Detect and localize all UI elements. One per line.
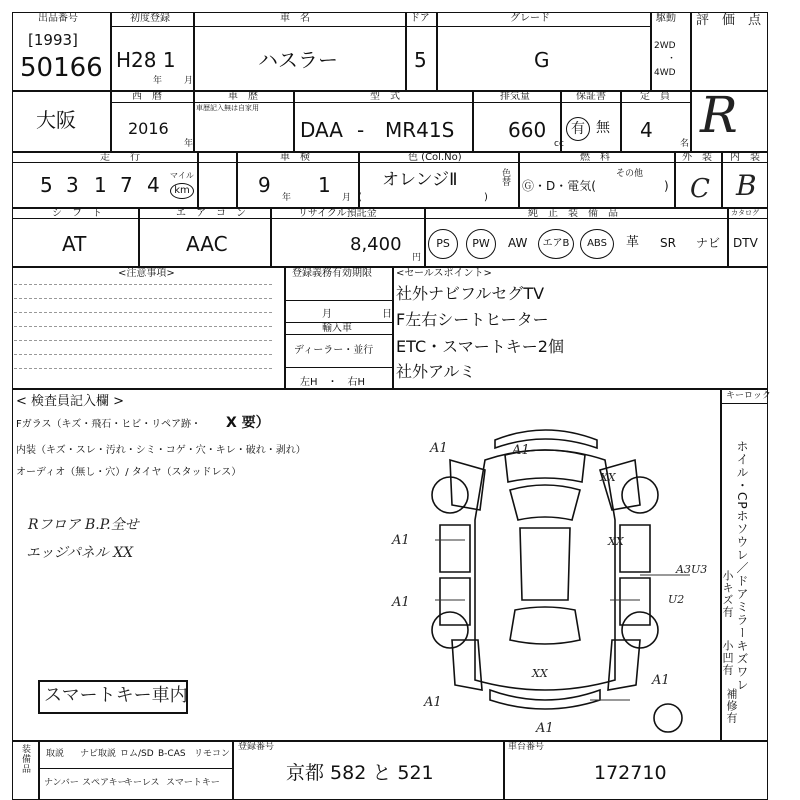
rule <box>650 12 652 90</box>
sales-label: <セールスポイント> <box>396 268 492 279</box>
rule <box>197 151 199 207</box>
mileage-digit: 7 <box>120 173 133 197</box>
rule <box>721 151 723 207</box>
equip-leather: 革 <box>626 235 640 250</box>
rule <box>232 740 234 800</box>
color-paren-close: ) <box>484 192 488 203</box>
rule <box>38 740 40 800</box>
chassis-label: 車台番号 <box>508 742 545 752</box>
damage-mark: A1 <box>424 695 442 710</box>
steer-label: 左H ・ 右H <box>300 377 366 388</box>
color-paren-open: ( <box>358 192 362 203</box>
equip-ps: PS <box>428 229 458 259</box>
bottom-opt: ナビ取説 <box>80 749 117 759</box>
cc-unit: cc <box>554 139 564 149</box>
interior-value: B <box>736 169 757 202</box>
bottom-opt: ロム/SD <box>120 749 154 759</box>
rule <box>284 367 392 368</box>
bottom-opt: ナンバー <box>44 778 79 788</box>
exterior-label: 外 装 <box>682 152 712 163</box>
rule <box>12 218 768 219</box>
rule <box>110 26 650 27</box>
rule <box>38 768 232 769</box>
mileage-digit: 4 <box>147 173 160 197</box>
rule <box>392 266 394 388</box>
glass-mark: X 要） <box>226 415 270 431</box>
bottom-opt: 取説 <box>46 749 65 759</box>
grade-value: G <box>534 48 550 72</box>
bottom-side-label: 装備品 <box>20 744 30 774</box>
equip-airbag: エアB <box>538 229 574 259</box>
first-reg-value: H28 1 <box>116 48 176 72</box>
side-note-2: 小キズ有 <box>721 570 734 618</box>
region-value: 大阪 <box>36 108 76 132</box>
mileage-digit: 5 <box>40 173 53 197</box>
hand-note-1: Rフロア B.P.全せ <box>28 517 139 533</box>
side-note: ホイル・CPホソウレ／ドアミラーキズワレ <box>735 440 749 692</box>
displacement-value: 660 <box>508 118 547 142</box>
plate-value: 京都 582 と 521 <box>286 762 434 784</box>
sales-point: 社外アルミ <box>396 362 476 381</box>
drive-dot: ・ <box>667 54 677 64</box>
equip-sr: SR <box>660 236 676 250</box>
first-reg-month-unit: 月 <box>184 76 194 86</box>
first-reg-year-unit: 年 <box>153 76 163 86</box>
shift-label: シ フ ト <box>52 208 102 219</box>
bottom-opt: スマートキー <box>166 778 220 788</box>
notes-label: <注意事項> <box>118 268 175 279</box>
fuel-close: ) <box>664 179 669 193</box>
rule <box>12 388 768 390</box>
damage-mark: A1 <box>536 721 554 736</box>
bottom-opt: スペアキー <box>82 778 127 788</box>
mileage-mile: マイル <box>170 171 194 180</box>
sales-point: 社外ナビフルセグTV <box>396 284 545 303</box>
rule <box>110 12 112 151</box>
rule <box>503 740 505 800</box>
fuel-options: Ⓖ・D・電気( <box>522 179 596 193</box>
equip-pw: PW <box>466 229 496 259</box>
rule <box>284 300 392 301</box>
rule <box>138 207 140 266</box>
color-value: オレンジⅡ <box>382 170 458 190</box>
rule <box>720 403 768 404</box>
year-ref: [1993] <box>28 31 78 49</box>
rule <box>518 151 520 207</box>
warranty-no: 無 <box>596 120 610 136</box>
hand-note-2: エッジパネル XX <box>26 545 134 561</box>
type-dash: - <box>357 118 365 142</box>
rule <box>12 207 768 209</box>
lot-label: 出品番号 <box>38 13 78 24</box>
smart-key-note: スマートキー車内 <box>44 685 188 706</box>
first-reg-label: 初度登録 <box>130 13 170 24</box>
side-note-3: 小凹有 <box>721 640 734 676</box>
catalog-label: カタログ <box>731 209 759 217</box>
inspection-month: 1 <box>318 173 331 197</box>
warranty-label: 保証書 <box>576 91 606 102</box>
yen-unit: 円 <box>412 253 422 263</box>
glass-line: Fガラス（キズ・飛石・ヒビ・リペア跡・ <box>16 419 202 430</box>
type-prefix: DAA <box>300 118 343 142</box>
model-name: ハスラー <box>258 48 338 72</box>
damage-mark: XX <box>608 535 624 548</box>
chassis-value: 172710 <box>594 762 667 784</box>
type-label: 型 式 <box>370 91 400 102</box>
western-year-label: 西 暦 <box>132 91 162 102</box>
color-label: 色 (Col.No) <box>408 152 462 163</box>
shift-value: AT <box>62 232 87 256</box>
equip-dtv: DTV <box>733 236 758 250</box>
door-label: ドア <box>410 13 430 24</box>
rule <box>674 151 676 207</box>
audio-line: オーディオ（無し・穴）/ タイヤ（スタッドレス） <box>16 467 242 478</box>
recycle-label: リサイクル預託金 <box>298 208 377 219</box>
equip-abs: ABS <box>580 229 614 259</box>
damage-mark: XX <box>600 471 616 484</box>
inspection-year-unit: 年 <box>282 193 292 203</box>
side-note-4: 補修有 <box>725 688 738 724</box>
mileage-digit: 1 <box>94 173 107 197</box>
aircon-value: AAC <box>186 232 228 256</box>
capacity-unit: 名 <box>680 139 690 149</box>
drive-2wd: 2WD <box>654 41 676 51</box>
damage-mark: A1 <box>392 533 410 548</box>
warranty-yes: 有 <box>566 117 590 141</box>
history-note: 車歴記入無は自家用 <box>196 104 259 112</box>
rule <box>110 102 690 103</box>
keylock-label: キーロック <box>726 391 771 401</box>
inspection-label: 車 検 <box>280 152 310 163</box>
drive-label: 駆動 <box>656 13 676 24</box>
damage-mark: A1 <box>430 441 448 456</box>
rule <box>405 12 407 90</box>
exterior-value: C <box>690 174 710 204</box>
rule <box>424 207 426 266</box>
rule <box>620 90 622 151</box>
bottom-opt: キーレス <box>124 778 160 788</box>
damage-mark: A1 <box>392 595 410 610</box>
mileage-label: 走 行 <box>100 152 140 163</box>
sales-point: ETC・スマートキー2個 <box>396 337 564 356</box>
score-value: R <box>700 86 738 144</box>
rule <box>293 90 295 151</box>
inspection-year: 9 <box>258 173 271 197</box>
equip-aw: AW <box>508 236 528 250</box>
rule <box>284 334 392 335</box>
import-label: 輸入車 <box>322 323 352 334</box>
damage-mark: A1 <box>512 443 530 458</box>
rule <box>720 388 722 740</box>
capacity-value: 4 <box>640 118 653 142</box>
damage-mark: XX <box>532 667 548 680</box>
type-value: MR41S <box>385 118 455 142</box>
model-name-label: 車 名 <box>280 13 310 24</box>
notes-line <box>14 326 272 327</box>
mileage-km: km <box>170 183 194 199</box>
rule <box>236 151 238 207</box>
reg-month: 月 <box>322 309 332 320</box>
color-change-label: 色替 <box>500 168 510 186</box>
rule <box>193 90 195 151</box>
notes-line <box>14 354 272 355</box>
year-unit: 年 <box>184 139 194 149</box>
rule <box>270 207 272 266</box>
notes-line <box>14 284 272 285</box>
drive-4wd: 4WD <box>654 68 676 78</box>
plate-label: 登録番号 <box>238 742 275 752</box>
rule <box>727 207 729 266</box>
notes-line <box>14 340 272 341</box>
recycle-value: 8,400 <box>350 234 402 255</box>
door-value: 5 <box>414 48 427 72</box>
reg-day: 日 <box>382 309 392 320</box>
lot-number: 50166 <box>20 53 103 83</box>
damage-mark: A3U3 <box>676 563 708 576</box>
fuel-label: 燃 料 <box>580 152 610 163</box>
sales-point: F左右シートヒーター <box>396 310 549 329</box>
interior-label: 内 装 <box>730 152 760 163</box>
damage-mark: U2 <box>668 593 685 606</box>
notes-line <box>14 312 272 313</box>
mileage-digit: 3 <box>66 173 79 197</box>
history-label: 車 歴 <box>228 91 258 102</box>
equip-label: 純 正 装 備 品 <box>528 208 618 219</box>
grade-label: グレード <box>510 13 550 24</box>
bottom-opt: B-CAS <box>158 749 186 759</box>
dealer-label: ディーラー・並行 <box>294 345 374 356</box>
rule <box>12 740 768 742</box>
fuel-other: その他 <box>616 169 644 179</box>
rule <box>690 12 692 151</box>
rule <box>193 12 195 90</box>
interior-line: 内装（キズ・スレ・汚れ・シミ・コゲ・穴・キレ・破れ・剥れ） <box>16 445 306 456</box>
displacement-label: 排気量 <box>500 91 530 102</box>
score-label: 評 価 点 <box>696 13 762 28</box>
notes-line <box>14 298 272 299</box>
rule <box>436 12 438 90</box>
capacity-label: 定 員 <box>640 91 670 102</box>
inspector-label: < 検査員記入欄 > <box>16 394 125 409</box>
inspection-month-unit: 月 <box>342 193 352 203</box>
damage-mark: A1 <box>652 673 670 688</box>
reg-validity-label: 登録義務有効期限 <box>292 268 372 279</box>
rule <box>472 90 474 151</box>
aircon-label: エ ア コ ン <box>176 208 246 219</box>
bottom-opt: リモコン <box>194 749 231 759</box>
rule <box>284 266 286 388</box>
notes-line <box>14 368 272 369</box>
western-year-value: 2016 <box>128 119 169 138</box>
equip-navi: ナビ <box>696 236 721 250</box>
